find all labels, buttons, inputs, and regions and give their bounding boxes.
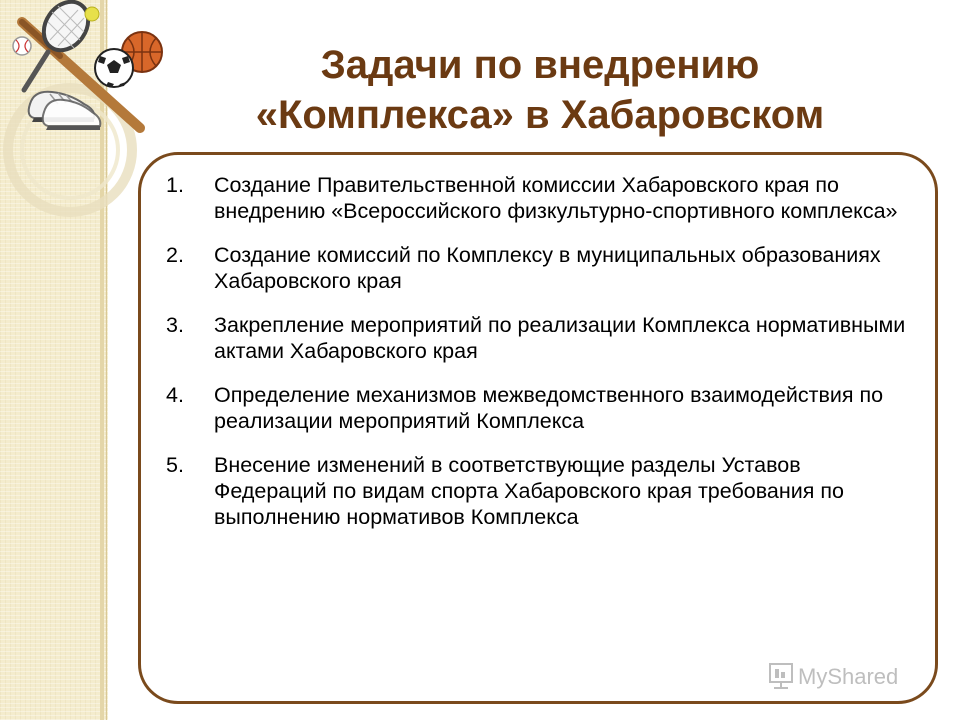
list-item-text: Закрепление мероприятий по реализации Комплекса нормативными актами Хабаровского края xyxy=(214,313,906,363)
list-item-number: 3. xyxy=(166,313,184,337)
list-item xyxy=(166,382,926,434)
list-item-number: 4. xyxy=(166,383,184,407)
slide-title-line-1: Задачи по внедрению xyxy=(320,43,760,87)
list-item xyxy=(166,452,926,530)
list-item-text: Создание Правительственной комиссии Хабаровского края по внедрению «Всероссийского физкультурно-спортивного комплекса» xyxy=(214,173,898,223)
list-item xyxy=(166,242,926,294)
list-item xyxy=(166,312,926,364)
soccer-ball-icon xyxy=(95,49,133,87)
list-item-number: 1. xyxy=(166,173,184,197)
sports-equipment-clipart xyxy=(0,0,170,145)
list-item-number: 2. xyxy=(166,243,184,267)
presentation-screen-icon xyxy=(770,664,792,688)
watermark-logo xyxy=(766,660,926,692)
list-item-text: Определение механизмов межведомственного взаимодействия по реализации мероприятий Комплекса xyxy=(214,383,884,433)
list-item-text: Создание комиссий по Комплексу в муниципальных образованиях Хабаровского края xyxy=(214,243,881,293)
tasks-list xyxy=(166,172,926,548)
tennis-ball-icon xyxy=(85,7,99,21)
slide-title xyxy=(170,40,910,140)
list-item xyxy=(166,172,926,224)
sneakers-icon xyxy=(29,92,101,130)
baseball-icon xyxy=(13,37,31,55)
slide-title-line-2: «Комплекса» в Хабаровском xyxy=(255,93,825,137)
list-item-number: 5. xyxy=(166,453,184,477)
watermark-text: MyShared xyxy=(798,664,899,689)
list-item-text: Внесение изменений в соответствующие разделы Уставов Федераций по видам спорта Хабаровского края требования по выполнению нормативов Комплекса xyxy=(214,453,844,529)
